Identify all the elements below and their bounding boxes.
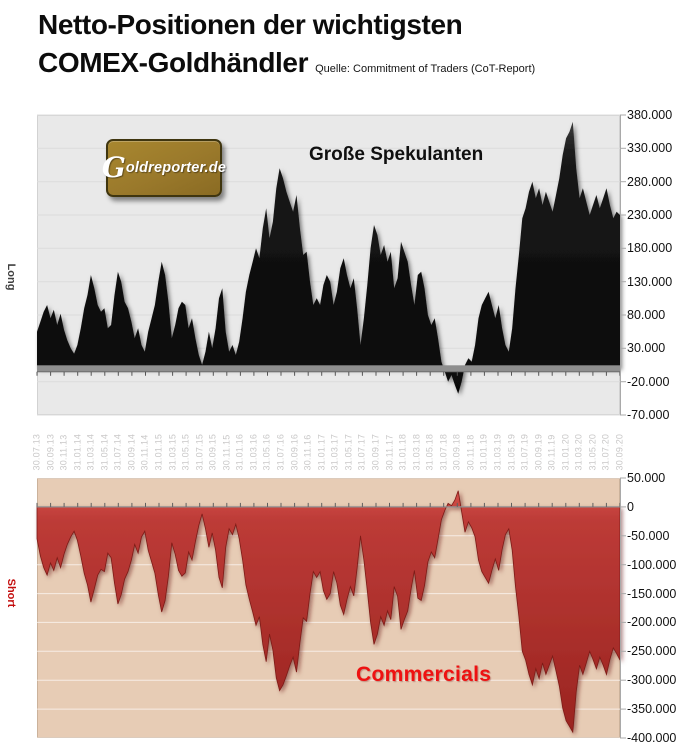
date-label: 30.09.18 bbox=[451, 433, 462, 471]
date-label: 31.07.19 bbox=[519, 433, 530, 471]
date-label: 31.03.15 bbox=[167, 433, 178, 471]
commercials-area-svg bbox=[37, 478, 620, 738]
date-label: 30.09.20 bbox=[614, 433, 625, 471]
long-axis-label: Long bbox=[5, 263, 17, 291]
date-label: 30.11.14 bbox=[139, 434, 150, 471]
date-label: 30.09.16 bbox=[289, 433, 300, 471]
logo-text: oldreporter.de bbox=[125, 160, 227, 176]
y-axis-tick-label: 30.000 bbox=[627, 341, 666, 356]
y-axis-tick-label: -300.000 bbox=[627, 673, 677, 688]
date-label: 31.03.19 bbox=[492, 433, 503, 471]
page-title bbox=[38, 6, 535, 88]
date-label: 31.01.20 bbox=[560, 433, 571, 471]
date-label: 31.03.20 bbox=[573, 433, 584, 471]
date-label: 31.05.16 bbox=[261, 433, 272, 471]
short-axis-label: Short bbox=[5, 578, 17, 608]
date-label: 31.03.18 bbox=[411, 433, 422, 471]
date-label: 31.03.14 bbox=[85, 433, 96, 471]
date-label: 30.09.17 bbox=[370, 433, 381, 471]
date-label: 30.11.16 bbox=[302, 434, 313, 471]
date-label: 31.05.15 bbox=[180, 433, 191, 471]
date-label: 30.11.19 bbox=[546, 434, 557, 471]
y-axis-tick-label: 130.000 bbox=[627, 274, 673, 289]
date-label: 30.11.13 bbox=[58, 434, 69, 471]
date-label: 31.05.20 bbox=[587, 433, 598, 471]
commercials-chart bbox=[37, 478, 620, 738]
date-label: 31.01.19 bbox=[478, 433, 489, 471]
date-label: 31.01.18 bbox=[397, 433, 408, 471]
y-axis-tick-label: 0 bbox=[627, 499, 634, 514]
y-axis-tick-label: -150.000 bbox=[627, 586, 677, 601]
date-label: 31.05.18 bbox=[424, 433, 435, 471]
y-axis-tick-label: -100.000 bbox=[627, 557, 677, 572]
speculators-annotation: Große Spekulanten bbox=[309, 144, 484, 165]
date-label: 30.09.14 bbox=[126, 433, 137, 471]
date-label: 31.07.20 bbox=[600, 433, 611, 471]
date-label: 30.11.15 bbox=[221, 434, 232, 471]
date-label: 31.03.16 bbox=[248, 433, 259, 471]
date-label: 30.11.18 bbox=[465, 434, 476, 471]
title-line2: COMEX-Goldhändler bbox=[38, 47, 309, 78]
y-axis-tick-label: -200.000 bbox=[627, 615, 677, 630]
date-label: 31.05.17 bbox=[343, 433, 354, 471]
date-label: 31.01.16 bbox=[234, 433, 245, 471]
y-axis-tick-label: -400.000 bbox=[627, 731, 677, 745]
date-label: 31.07.15 bbox=[194, 433, 205, 471]
goldreporter-logo bbox=[101, 139, 227, 197]
y-axis-tick-label: 280.000 bbox=[627, 174, 673, 189]
date-label: 30.07.13 bbox=[31, 433, 42, 471]
y-axis-tick-label: -50.000 bbox=[627, 528, 670, 543]
date-label: 31.07.16 bbox=[275, 433, 286, 471]
source-note: Quelle: Commitment of Traders (CoT-Report) bbox=[315, 63, 536, 75]
y-axis-tick-label: 330.000 bbox=[627, 141, 673, 156]
y-axis-tick-label: -70.000 bbox=[627, 408, 670, 422]
title-line1: Netto-Positionen der wichtigsten bbox=[38, 9, 463, 40]
date-label: 30.09.15 bbox=[207, 433, 218, 471]
y-axis-tick-label: 230.000 bbox=[627, 208, 673, 222]
y-axis-tick-label: -20.000 bbox=[627, 374, 670, 389]
date-label: 30.11.17 bbox=[384, 434, 394, 471]
commercials-annotation: Commercials bbox=[356, 663, 492, 686]
y-axis-tick-label: -350.000 bbox=[627, 702, 677, 717]
date-label: 31.07.17 bbox=[356, 433, 367, 471]
logo-initial: G bbox=[101, 151, 126, 184]
date-label: 31.05.14 bbox=[99, 433, 110, 471]
y-axis-tick-label: 80.000 bbox=[627, 308, 666, 322]
y-axis-tick-label: 50.000 bbox=[627, 471, 666, 485]
date-label: 31.01.14 bbox=[72, 433, 83, 471]
date-label: 30.09.19 bbox=[533, 433, 544, 471]
y-axis-tick-label: -250.000 bbox=[627, 644, 677, 659]
date-label: 31.07.14 bbox=[112, 433, 123, 471]
y-axis-tick-label: 180.000 bbox=[627, 241, 673, 256]
date-label: 31.01.15 bbox=[153, 433, 164, 471]
date-label: 31.03.17 bbox=[329, 433, 340, 471]
date-label: 30.09.13 bbox=[45, 433, 56, 471]
y-axis-tick-label: 380.000 bbox=[627, 108, 673, 122]
date-label: 31.05.19 bbox=[506, 433, 517, 471]
date-label: 31.07.18 bbox=[438, 433, 449, 471]
date-label: 31.01.17 bbox=[316, 433, 327, 471]
